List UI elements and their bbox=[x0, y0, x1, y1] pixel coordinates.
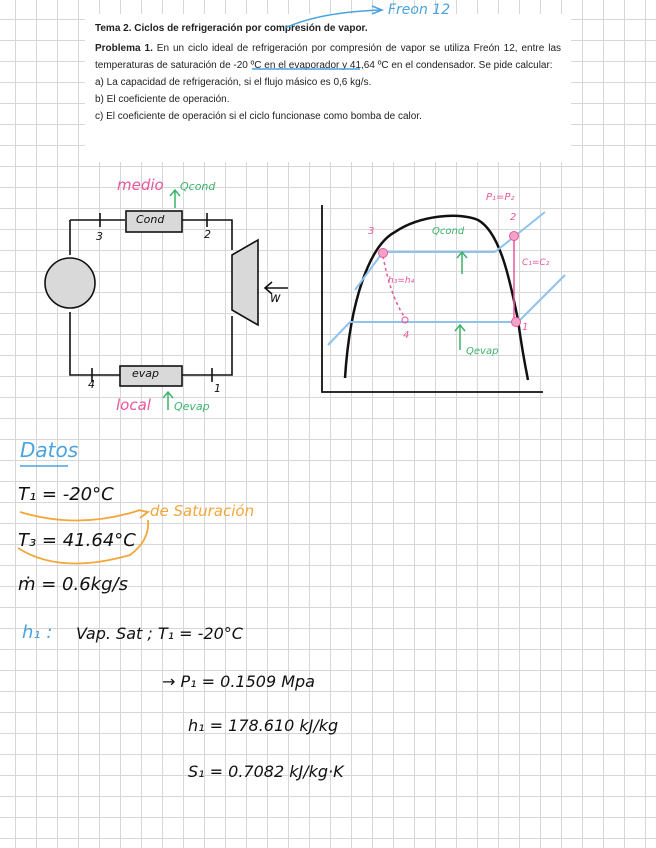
isobar-low-right bbox=[518, 275, 565, 322]
isobar-high-right bbox=[495, 212, 545, 252]
pressure-equality-label: P₁=P₂ bbox=[486, 192, 515, 203]
ts-point-4-label: 4 bbox=[403, 330, 410, 341]
ts-qcond-arrow bbox=[457, 252, 467, 274]
qevap-label: Qevap bbox=[174, 400, 210, 413]
state-3-point bbox=[379, 249, 388, 258]
isobar-high-left bbox=[355, 252, 383, 290]
cond-label: Cond bbox=[136, 213, 165, 226]
problem-heading: Problema 1. bbox=[95, 43, 153, 54]
datos-s1: S₁ = 0.7082 kJ/kg·K bbox=[188, 762, 344, 781]
ts-qevap-label: Qevap bbox=[466, 346, 499, 357]
saturacion-note: de Saturación bbox=[150, 502, 255, 520]
state-1-point bbox=[512, 318, 521, 327]
compressor-shape bbox=[232, 240, 258, 325]
state1-description: Vap. Sat ; T₁ = -20°C bbox=[76, 624, 243, 643]
ts-qevap-arrow bbox=[455, 325, 465, 350]
throttle-line bbox=[383, 256, 405, 318]
medio-label: medio bbox=[117, 176, 164, 194]
node-3-label: 3 bbox=[96, 230, 103, 243]
local-label: local bbox=[116, 396, 151, 414]
datos-h1: h₁ = 178.610 kJ/kg bbox=[188, 716, 339, 735]
qevap-arrow bbox=[163, 392, 173, 410]
enthalpy-equality-label: h₃=h₄ bbox=[388, 276, 415, 286]
ts-point-3-label: 3 bbox=[368, 226, 375, 237]
state1-label: h₁ : bbox=[22, 622, 53, 643]
datos-t3: T₃ = 41.64°C bbox=[18, 530, 136, 551]
ts-qcond-label: Qcond bbox=[432, 226, 465, 237]
datos-heading: Datos bbox=[20, 438, 79, 462]
problem-item-c: c) El coeficiente de operación si el ciclo funcionase como bomba de calor. bbox=[95, 111, 422, 122]
datos-t1: T₁ = -20°C bbox=[18, 484, 114, 505]
work-label: w bbox=[270, 291, 281, 306]
ts-point-2-label: 2 bbox=[510, 212, 517, 223]
valve-circle bbox=[45, 258, 95, 308]
qcond-label: Qcond bbox=[180, 180, 216, 193]
cycle-schematic bbox=[45, 211, 288, 386]
node-2-label: 2 bbox=[204, 228, 211, 241]
node-4-label: 4 bbox=[88, 378, 95, 391]
isobar-low-left bbox=[328, 322, 350, 345]
qcond-arrow bbox=[170, 190, 180, 208]
problem-body: En un ciclo ideal de refrigeración por compresión de vapor se utiliza Freón 12, entre las temperaturas de saturación de -20 ºC en el evaporador y 41,64 ºC en el condensador. Se pide calcular: bbox=[95, 43, 562, 71]
datos-p1: → P₁ = 0.1509 Mpa bbox=[162, 672, 315, 691]
saturacion-arrowhead bbox=[138, 510, 148, 518]
problem-item-b: b) El coeficiente de operación. bbox=[95, 94, 230, 105]
state-2-point bbox=[510, 232, 519, 241]
problem-title: Tema 2. Ciclos de refrigeración por compresión de vapor. bbox=[95, 23, 368, 34]
saturacion-brace-top bbox=[20, 510, 140, 521]
datos-mdot: ṁ = 0.6kg/s bbox=[18, 574, 128, 595]
saturation-dome bbox=[345, 216, 528, 380]
ts-point-1-label: 1 bbox=[522, 322, 529, 333]
freon-pointer bbox=[285, 10, 382, 28]
node-1-label: 1 bbox=[214, 382, 221, 395]
freon-note: Freon 12 bbox=[388, 2, 451, 18]
problem-item-a: a) La capacidad de refrigeración, si el flujo másico es 0,6 kg/s. bbox=[95, 77, 372, 88]
entropy-equality-label: C₁=C₂ bbox=[522, 258, 550, 268]
evap-label: evap bbox=[132, 367, 160, 380]
